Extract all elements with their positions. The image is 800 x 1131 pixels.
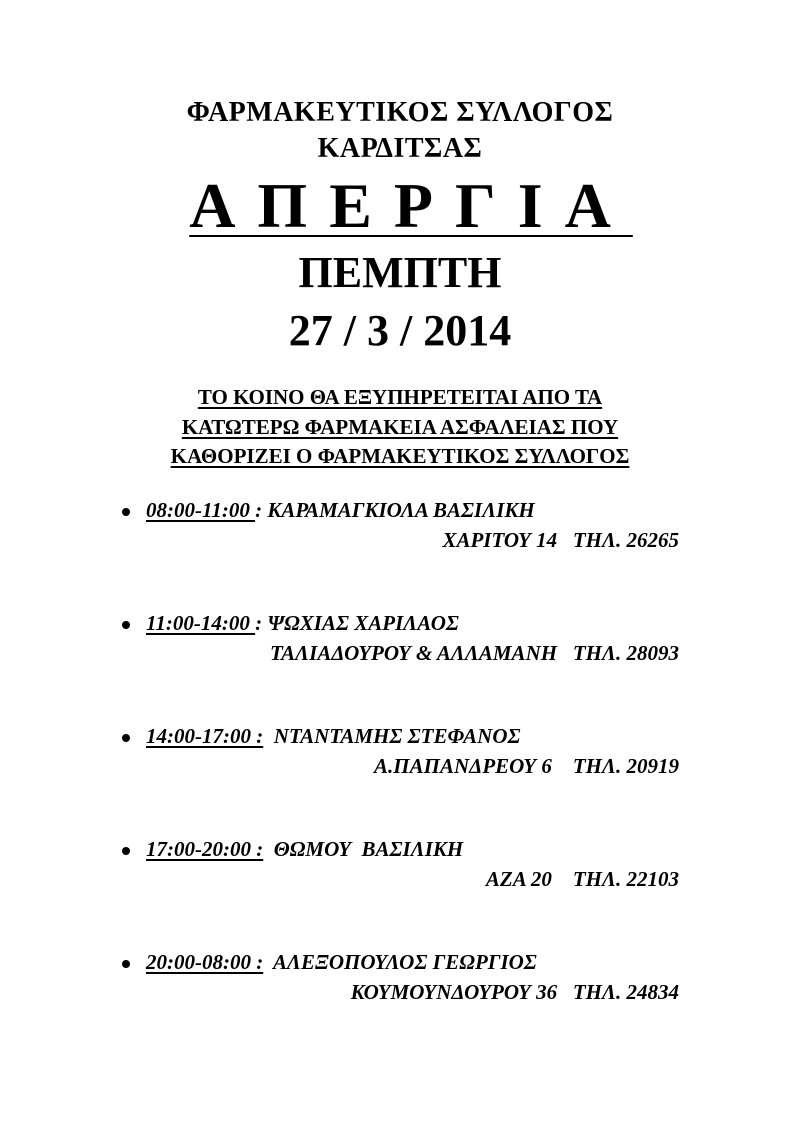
notice-line-3: ΚΑΘΟΡΙΖΕΙ Ο ΦΑΡΜΑΚΕΥΤΙΚΟΣ ΣΥΛΛΟΓΟΣ <box>170 444 630 468</box>
pharmacy-shift <box>0 835 800 915</box>
bullet-icon <box>122 621 130 629</box>
bullet-icon <box>122 508 130 516</box>
pharmacy-shift <box>0 722 800 802</box>
pharmacy-address: ΑΖΑ 20 ΤΗΛ. 22103 <box>485 867 679 891</box>
shift-hours: 11:00-14:00 <box>146 611 256 635</box>
shift-hours: 14:00-17:00 : <box>146 724 264 748</box>
shift-hours: 17:00-20:00 : <box>146 837 264 861</box>
organization-name: ΦΑΡΜΑΚΕΥΤΙΚΟΣ ΣΥΛΛΟΓΟΣ <box>186 97 614 128</box>
notice-line-2: ΚΑΤΩΤΕΡΩ ΦΑΡΜΑΚΕΙΑ ΑΣΦΑΛΕΙΑΣ ΠΟΥ <box>181 415 619 439</box>
organization-city: ΚΑΡΔΙΤΣΑΣ <box>317 133 483 164</box>
pharmacy-shift <box>0 496 800 576</box>
shift-separator <box>263 724 274 748</box>
bullet-icon <box>122 960 130 968</box>
pharmacy-address: ΧΑΡΙΤΟΥ 14 ΤΗΛ. 26265 <box>442 528 679 552</box>
strike-title <box>0 170 800 242</box>
shift-heading <box>146 496 535 524</box>
shift-hours: 20:00-08:00 : <box>146 950 264 974</box>
pharmacy-address: ΤΑΛΙΑΔΟΥΡΟΥ & ΑΛΛΑΜΑΝΗ ΤΗΛ. 28093 <box>270 641 679 665</box>
pharmacy-name: ΨΩΧΙΑΣ ΧΑΡΙΛΑΟΣ <box>267 611 459 635</box>
bullet-icon <box>122 734 130 742</box>
pharmacy-address: Α.ΠΑΠΑΝΔΡΕΟΥ 6 ΤΗΛ. 20919 <box>374 754 679 778</box>
shift-heading <box>146 722 521 750</box>
shift-heading <box>146 835 463 863</box>
pharmacy-name: ΑΛΕΞΟΠΟΥΛΟΣ ΓΕΩΡΓΙΟΣ <box>272 950 537 974</box>
shift-heading <box>146 609 459 637</box>
shift-hours: 08:00-11:00 <box>146 498 256 522</box>
pharmacy-name: ΚΑΡΑΜΑΓΚΙΟΛΑ ΒΑΣΙΛΙΚΗ <box>267 498 535 522</box>
shift-separator: : <box>255 611 268 635</box>
pharmacy-address: ΚΟΥΜΟΥΝΔΟΥΡΟΥ 36 ΤΗΛ. 24834 <box>350 980 679 1004</box>
strike-day: ΠΕΜΠΤΗ <box>298 248 502 297</box>
notice-line-1: ΤΟ ΚΟΙΝΟ ΘΑ ΕΞΥΠΗΡΕΤΕΙΤΑΙ ΑΠΟ ΤΑ <box>197 385 603 409</box>
pharmacy-name: ΘΩΜΟΥ ΒΑΣΙΛΙΚΗ <box>273 837 464 861</box>
strike-date: 27 / 3 / 2014 <box>288 306 512 355</box>
shift-separator <box>263 950 273 974</box>
shift-separator: : <box>255 498 268 522</box>
shift-heading <box>146 948 537 976</box>
shift-separator <box>263 837 274 861</box>
strike-title-text: ΑΠΕΡΓΙΑ <box>189 170 633 241</box>
pharmacy-shift <box>0 609 800 689</box>
pharmacy-name: ΝΤΑΝΤΑΜΗΣ ΣΤΕΦΑΝΟΣ <box>273 724 521 748</box>
pharmacy-shift <box>0 948 800 1028</box>
bullet-icon <box>122 847 130 855</box>
